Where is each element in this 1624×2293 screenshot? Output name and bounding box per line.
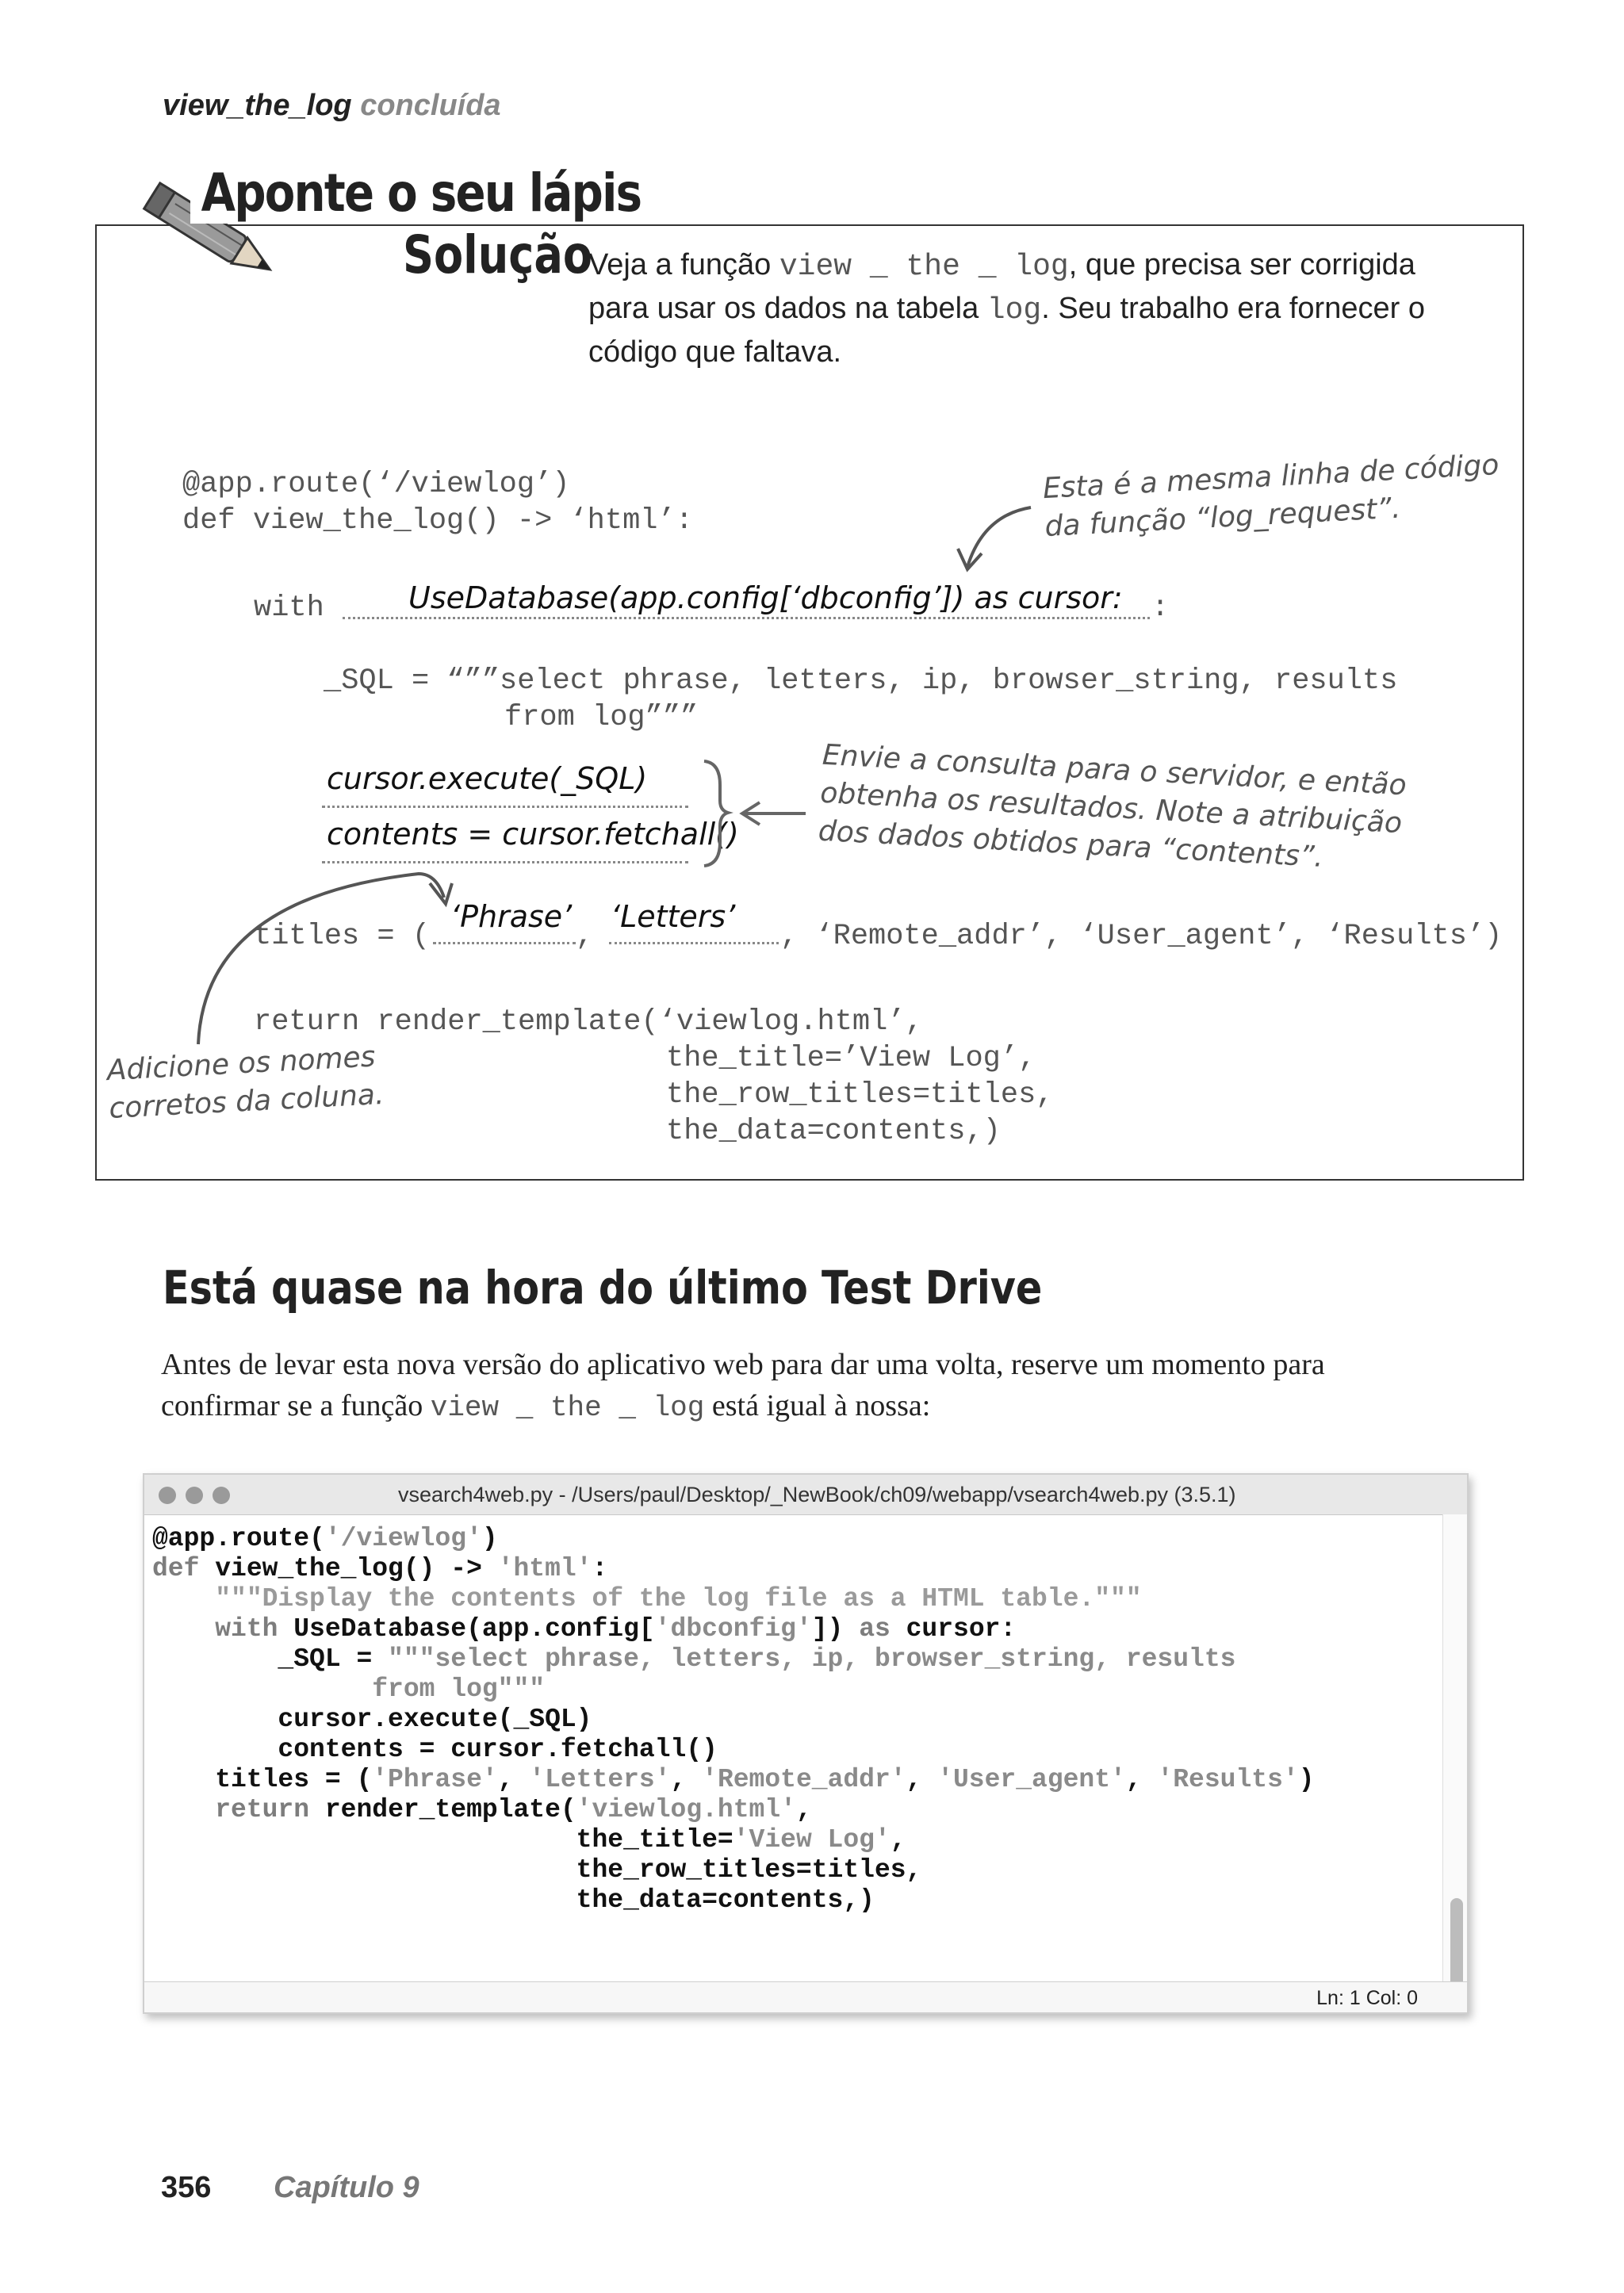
code-return-1: return render_template(‘viewlog.html’, — [254, 1005, 923, 1039]
window-titlebar — [144, 1475, 1467, 1515]
code-with-prefix: with — [254, 591, 343, 625]
intro-code-2: log — [986, 293, 1042, 327]
exercise-subtitle: Solução — [403, 224, 593, 285]
code-return-3: the_row_titles=titles, — [666, 1078, 1054, 1112]
code-def: def view_the_log() -> ‘html’: — [182, 504, 693, 538]
para-text-1: Antes de levar esta nova versão do aplicativo web para dar uma volta, reserve um momento para confirmar se a função — [161, 1348, 1325, 1422]
code-route: @app.route(‘/viewlog’) — [182, 468, 570, 501]
curved-arrow-icon — [952, 500, 1047, 579]
header-main: view_the_log — [163, 89, 352, 122]
code-return-2: the_title=’View Log’, — [666, 1042, 1036, 1075]
intro-code-1: view _ the _ log — [779, 250, 1069, 284]
editor-code-area[interactable]: @app.route('/viewlog') def view_the_log() -> 'html': """Display the contents of the log file as a HTML table.""" with UseDatabase(app.config['dbconfig']) as cursor: _SQL = """select phrase, letters, ip, browser_string, results from log""" cursor.execute(_SQL) contents = cursor.fetchall() titles = ('Phrase', 'Letters', 'Remote_addr', 'User_agent', 'Results') return render_template('viewlog.html', the_title='View Log', the_row_titles=titles, the_data=contents,) — [152, 1524, 1315, 1915]
answer-letters: ‘Letters’ — [611, 899, 736, 934]
answer-execute: cursor.execute(_SQL) — [327, 761, 648, 796]
code-titles-comma: , — [576, 920, 611, 953]
window-title: vsearch4web.py - /Users/paul/Desktop/_NewBook/ch09/webapp/vsearch4web.py (3.5.1) — [398, 1483, 1236, 1506]
curved-arrow-icon — [189, 866, 458, 1048]
intro-text-1: Veja a função — [588, 248, 779, 281]
section-paragraph — [161, 1344, 1398, 1429]
code-sql-1: _SQL = “””select phrase, letters, ip, browser_string, results — [324, 664, 1398, 698]
header-sub: concluída — [360, 89, 501, 122]
note-send-query: Envie a consulta para o servidor, e então obtenha os resultados. Note a atribuição dos dados obtidos para “contents”. — [817, 738, 1408, 874]
minimize-window-button[interactable] — [186, 1487, 203, 1504]
page-number: 356 — [161, 2171, 212, 2204]
code-return-4: the_data=contents,) — [666, 1115, 1001, 1148]
note-same-line: Esta é a mesma linha de código da função “log_request”. — [1042, 448, 1500, 544]
note-column-names: Adicione os nomes corretos da coluna. — [105, 1040, 385, 1126]
zoom-window-button[interactable] — [213, 1487, 230, 1504]
intro-text-3: . Seu trabalho era fornecer o código que faltava. — [588, 292, 1425, 369]
vertical-scrollbar[interactable] — [1442, 1514, 1467, 1982]
chapter-label: Capítulo 9 — [274, 2171, 419, 2204]
editor-window — [143, 1473, 1469, 2014]
code-with-suffix: : — [1151, 591, 1170, 625]
intro-text-2: , que precisa ser corrigida para usar os dados na tabela — [588, 248, 1415, 325]
answer-with: UseDatabase(app.config[‘dbconfig’]) as cursor: — [408, 580, 1123, 615]
code-titles-suffix: , ‘Remote_addr’, ‘User_agent’, ‘Results’) — [780, 920, 1503, 953]
code-sql-2: from log””” — [504, 701, 699, 734]
section-title: Está quase na hora do último Test Drive — [163, 1261, 1043, 1315]
status-bar — [144, 1981, 1467, 2012]
cursor-position: Ln: 1 Col: 0 — [1316, 1987, 1418, 2009]
close-window-button[interactable] — [159, 1487, 176, 1504]
para-text-2: está igual à nossa: — [704, 1389, 931, 1422]
answer-phrase: ‘Phrase’ — [450, 899, 573, 934]
answer-fetch: contents = cursor.fetchall() — [327, 817, 739, 852]
para-code: view _ the _ log — [430, 1391, 705, 1424]
running-header — [163, 89, 501, 123]
exercise-intro — [588, 244, 1477, 373]
scrollbar-thumb[interactable] — [1450, 1898, 1463, 1995]
code-titles-prefix: titles = ( — [254, 920, 431, 953]
exercise-title: Aponte o seu lápis — [190, 163, 652, 224]
